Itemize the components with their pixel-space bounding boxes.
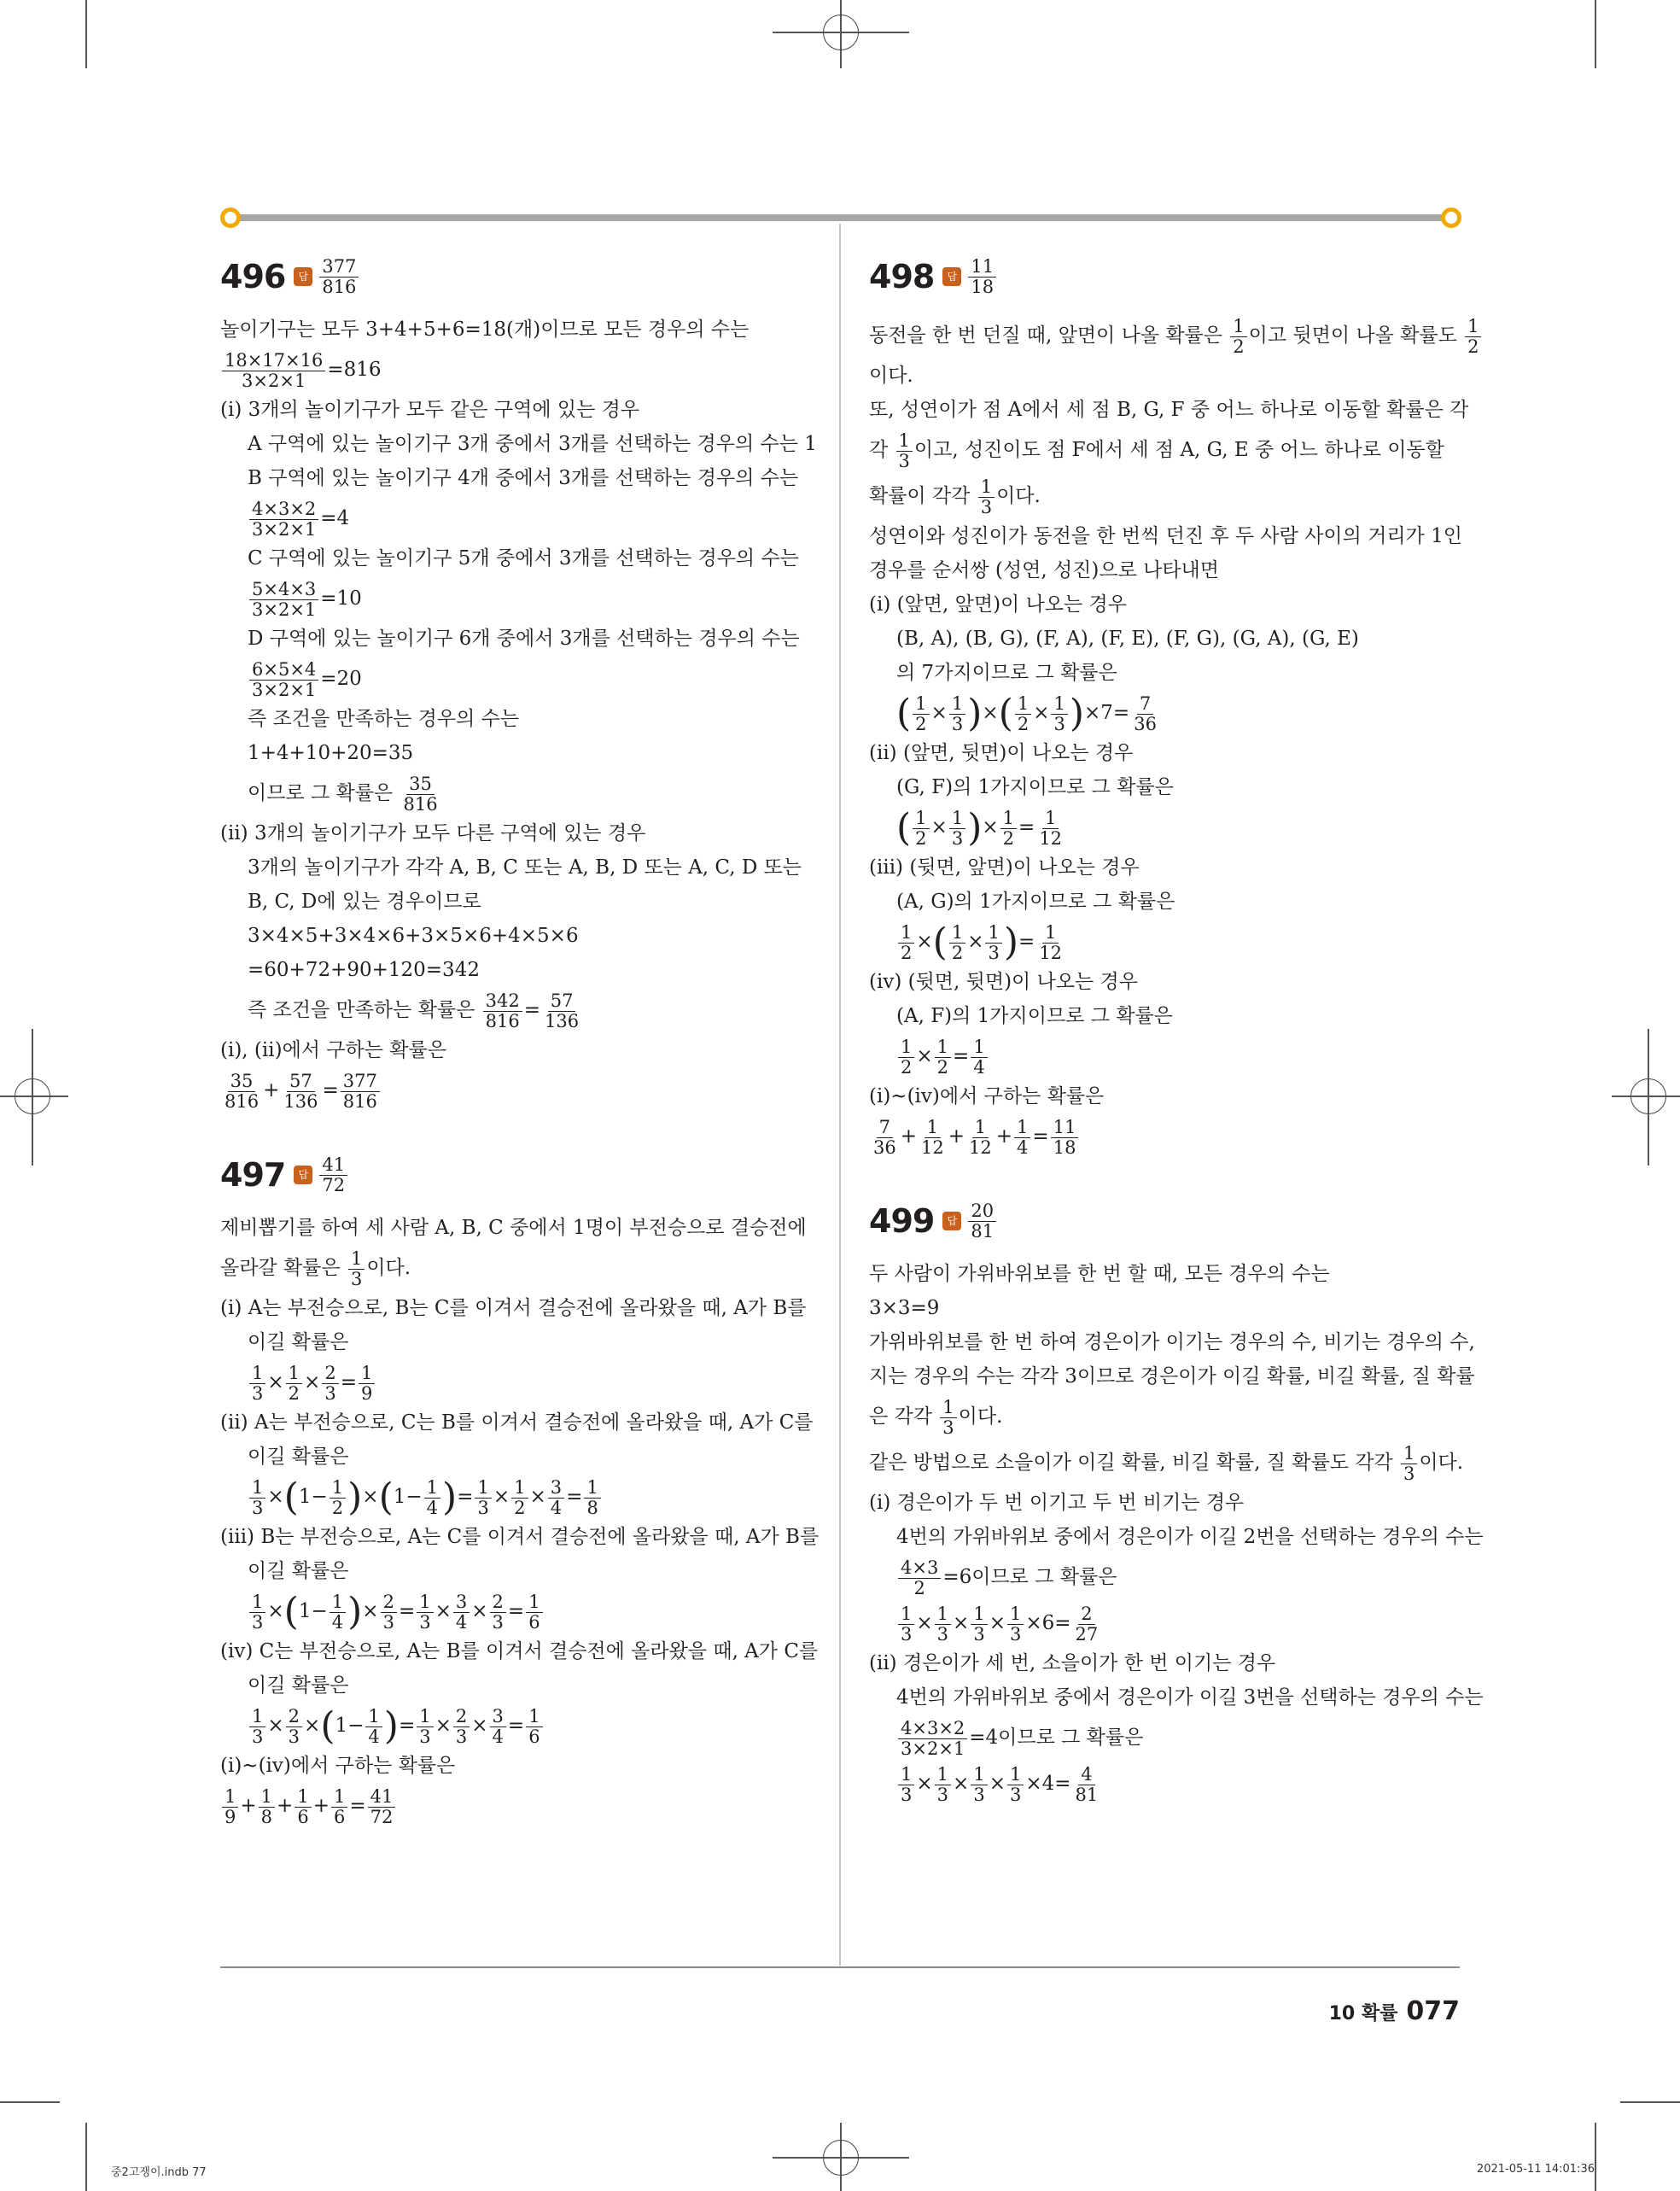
- math-line: 이므로 그 확률은 $\frac{35}{816}$: [248, 773, 438, 815]
- case-heading: (ⅲ) (뒷면, 앞면)이 나오는 경우: [869, 856, 1140, 879]
- case-heading: (ⅰ) 경은이가 두 번 이기고 두 번 비기는 경우: [869, 1492, 1245, 1514]
- problem-number: 496: [220, 258, 286, 295]
- text-line: 성연이와 성진이가 동전을 한 번씩 던진 후 두 사람 사이의 거리가 1인: [869, 525, 1462, 547]
- answer-badge-icon: 답: [294, 267, 312, 286]
- math-line: $\frac{7}{36}$ + $\frac{1}{12}$ + $\frac{1}{12}$ + $\frac{1}{4}$ = $\frac{11}{18}$: [869, 1113, 1460, 1160]
- text-line: 의 7가지이므로 그 확률은: [896, 662, 1117, 684]
- problem-number: 499: [869, 1202, 935, 1240]
- math-line: 1+4+10+20=35: [248, 742, 414, 764]
- text-line: (ⅰ), (ⅱ)에서 구하는 확률은: [220, 1039, 446, 1061]
- text-line: 확률이 각각 $\frac{1}{3}$ 이다.: [869, 476, 1041, 517]
- problem-498-header: [869, 246, 1460, 306]
- text-line: 4번의 가위바위보 중에서 경은이가 이길 2번을 선택하는 경우의 수는: [896, 1526, 1484, 1548]
- text-line: B 구역에 있는 놀이기구 4개 중에서 3개를 선택하는 경우의 수는: [248, 467, 799, 489]
- problem-496-header: [220, 246, 822, 306]
- registration-right-circle: [1630, 1078, 1666, 1114]
- registration-top-circle: [823, 15, 859, 50]
- text-line: 올라갈 확률은 $\frac{1}{3}$ 이다.: [220, 1247, 411, 1289]
- bottom-rule: [220, 1966, 1460, 1968]
- top-rule-right-dot: [1441, 207, 1461, 228]
- answer-badge-icon: 답: [294, 1166, 312, 1184]
- math-line: $\frac{4\times 3\times 2}{3\times 2\times 1}$ =4이므로 그 확률은: [869, 1715, 1460, 1761]
- case-heading: (ⅳ) C는 부전승으로, A는 B를 이겨서 결승전에 올라왔을 때, A가 C를: [220, 1640, 819, 1662]
- print-slug-timestamp: 2021-05-11 ⁠14:01:36: [1476, 2163, 1595, 2176]
- math-line: $\frac{1}{2}$ × $\frac{1}{2}$ = $\frac{1}{4}$: [869, 1033, 1460, 1079]
- text-line: C 구역에 있는 놀이기구 5개 중에서 3개를 선택하는 경우의 수는: [248, 547, 799, 570]
- math-line: =60+72+90+120=342: [248, 959, 480, 981]
- text-line: (A, F)의 1가지이므로 그 확률은: [896, 1005, 1173, 1027]
- text-line: (G, F)의 1가지이므로 그 확률은: [896, 776, 1174, 798]
- answer-fraction: $\frac{41}{72}$: [319, 1155, 347, 1195]
- math-line: 3×3=9: [869, 1297, 940, 1319]
- case-heading: (ⅱ) A는 부전승으로, C는 B를 이겨서 결승전에 올라왔을 때, A가 C를: [220, 1411, 814, 1434]
- text-line: 제비뽑기를 하여 세 사람 A, B, C 중에서 1명이 부전승으로 결승전에: [220, 1217, 807, 1239]
- text-line: D 구역에 있는 놀이기구 6개 중에서 3개를 선택하는 경우의 수는: [248, 628, 800, 650]
- math-line: $\frac{4\times 3\times 2}{3\times 2\times 1}$ =4: [220, 495, 822, 541]
- math-line: $\frac{18\times 17\times 16}{3\times 2\times 1}$ =816: [220, 347, 822, 393]
- math-line: $\frac{1}{3}$ × $\frac{2}{3}$ ×(1− $\frac{1}{4}$ )= $\frac{1}{3}$ × $\frac{2}{3}$ × $\frac{3}{4}$ = $\frac{1}{6}$: [220, 1703, 822, 1749]
- print-slug-file: 중2고쟁이.indb 77: [111, 2166, 207, 2179]
- text-line: 이길 확률은: [248, 1331, 349, 1353]
- text-line: 4번의 가위바위보 중에서 경은이가 이길 3번을 선택하는 경우의 수는: [896, 1686, 1484, 1709]
- problem-499-header: [869, 1190, 1460, 1250]
- crop-mark-bottom-right-v: [1595, 2123, 1596, 2191]
- text-line: 지는 경우의 수는 각각 3이므로 경은이가 이길 확률, 비길 확률, 질 확률: [869, 1365, 1475, 1388]
- answer-fraction: $\frac{20}{81}$: [968, 1201, 996, 1242]
- math-line: $\frac{1}{9}$ + $\frac{1}{8}$ + $\frac{1}{6}$ + $\frac{1}{6}$ = $\frac{41}{72}$: [220, 1783, 822, 1829]
- math-line: $\frac{1}{2}$ ×( $\frac{1}{2}$ × $\frac{1}{3}$ )= $\frac{1}{12}$: [869, 919, 1460, 965]
- answer-fraction: $\frac{377}{816}$: [319, 257, 359, 297]
- crop-mark-bottom-left-h: [0, 2101, 60, 2103]
- top-rule: [230, 214, 1451, 221]
- answer-badge-icon: 답: [942, 267, 961, 286]
- problem-number: 497: [220, 1156, 286, 1194]
- problem-number: 498: [869, 258, 935, 295]
- text-line: 경우를 순서쌍 (성연, 성진)으로 나타내면: [869, 559, 1219, 581]
- math-line: $\frac{1}{3}$ ×(1− $\frac{1}{4}$ )× $\frac{2}{3}$ = $\frac{1}{3}$ × $\frac{3}{4}$ × $\frac{2}{3}$ = $\frac{1}{6}$: [220, 1588, 822, 1634]
- crop-mark-bottom-right-h: [1620, 2101, 1680, 2103]
- text-line: 이다.: [869, 365, 913, 387]
- text-line: B, C, D에 있는 경우이므로: [248, 891, 481, 913]
- text-line: 이길 확률은: [248, 1560, 349, 1582]
- case-heading: (ⅰ) 3개의 놀이기구가 모두 같은 구역에 있는 경우: [220, 399, 640, 421]
- math-line: $\frac{4\times 3}{2}$ =6이므로 그 확률은: [869, 1554, 1460, 1600]
- case-heading: (ⅱ) (앞면, 뒷면)이 나오는 경우: [869, 742, 1134, 764]
- page-number: 077: [1406, 1996, 1460, 2026]
- problem-497-header: [220, 1144, 822, 1204]
- case-heading: (ⅱ) 경은이가 세 번, 소을이가 한 번 이기는 경우: [869, 1652, 1276, 1674]
- case-heading: (ⅲ) B는 부전승으로, A는 C를 이겨서 결승전에 올라왔을 때, A가 B를: [220, 1526, 820, 1548]
- math-line: 즉 조건을 만족하는 확률은 $\frac{342}{816}$ = $\frac{57}{136}$: [248, 990, 580, 1031]
- answer-fraction: $\frac{11}{18}$: [968, 257, 996, 297]
- math-line: $\frac{6\times 5\times 4}{3\times 2\times 1}$ =20: [220, 656, 822, 702]
- case-heading: (ⅰ) (앞면, 앞면)이 나오는 경우: [869, 593, 1127, 616]
- math-line: $\frac{1}{3}$ × $\frac{1}{2}$ × $\frac{2}{3}$ = $\frac{1}{9}$: [220, 1359, 822, 1405]
- text-line: 이길 확률은: [248, 1446, 349, 1468]
- math-line: $\frac{5\times 4\times 3}{3\times 2\times 1}$ =10: [220, 576, 822, 622]
- math-line: $\frac{35}{816}$ + $\frac{57}{136}$ = $\frac{377}{816}$: [220, 1067, 822, 1113]
- text-line: 은 각각 $\frac{1}{3}$ 이다.: [869, 1396, 1003, 1438]
- chapter-label: 10 확률: [1328, 2003, 1398, 2024]
- page-footer: [1329, 1996, 1460, 2026]
- text-line: (ⅰ)~(ⅳ)에서 구하는 확률은: [220, 1755, 456, 1777]
- math-line: 3×4×5+3×4×6+3×5×6+4×5×6: [248, 925, 579, 947]
- text-line: (A, G)의 1가지이므로 그 확률은: [896, 891, 1175, 913]
- text-line: 3개의 놀이기구가 각각 A, B, C 또는 A, B, D 또는 A, C, D 또는: [248, 856, 802, 879]
- text-line: A 구역에 있는 놀이기구 3개 중에서 3개를 선택하는 경우의 수는 1: [248, 433, 817, 455]
- column-divider: [839, 224, 841, 1966]
- case-heading: (ⅱ) 3개의 놀이기구가 모두 다른 구역에 있는 경우: [220, 822, 646, 844]
- left-column: [220, 246, 822, 1829]
- math-line: $\frac{1}{3}$ × $\frac{1}{3}$ × $\frac{1}{3}$ × $\frac{1}{3}$ ×4= $\frac{4}{81}$: [869, 1761, 1460, 1807]
- case-heading: (ⅳ) (뒷면, 뒷면)이 나오는 경우: [869, 971, 1138, 993]
- case-heading: (ⅰ) A는 부전승으로, B는 C를 이겨서 결승전에 올라왔을 때, A가 B를: [220, 1297, 807, 1319]
- text-line: 놀이기구는 모두 3+4+5+6=18(개)이므로 모든 경우의 수는: [220, 318, 750, 341]
- math-line: $\frac{1}{3}$ × $\frac{1}{3}$ × $\frac{1}{3}$ × $\frac{1}{3}$ ×6= $\frac{2}{27}$: [869, 1600, 1460, 1646]
- text-line: 즉 조건을 만족하는 경우의 수는: [248, 708, 520, 730]
- text-line: (B, A), (B, G), (F, A), (F, E), (F, G), (G, A), (G, E): [896, 628, 1359, 650]
- text-line: 동전을 한 번 던질 때, 앞면이 나올 확률은 $\frac{1}{2}$ 이고 뒷면이 나올 확률도 $\frac{1}{2}$: [869, 313, 1460, 359]
- answer-badge-icon: 답: [942, 1212, 961, 1230]
- math-line: ( $\frac{1}{2}$ × $\frac{1}{3}$ )×( $\frac{1}{2}$ × $\frac{1}{3}$ )×7= $\frac{7}{36}$: [896, 692, 1157, 735]
- text-line: 각 $\frac{1}{3}$ 이고, 성진이도 점 F에서 세 점 A, G, E 중 어느 하나로 이동할: [869, 429, 1444, 471]
- registration-left-circle: [15, 1078, 50, 1114]
- text-line: 또, 성연이가 점 A에서 세 점 B, G, F 중 어느 하나로 이동할 확률은 각: [869, 399, 1469, 421]
- text-line: 두 사람이 가위바위보를 한 번 할 때, 모든 경우의 수는: [869, 1263, 1330, 1285]
- text-line: 같은 방법으로 소을이가 이길 확률, 비길 확률, 질 확률도 각각 $\frac{1}{3}$ 이다.: [869, 1442, 1464, 1484]
- crop-mark-top-left: [85, 0, 87, 68]
- math-line: ( $\frac{1}{2}$ × $\frac{1}{3}$ )× $\frac{1}{2}$ = $\frac{1}{12}$: [896, 806, 1063, 850]
- text-line: 이길 확률은: [248, 1674, 349, 1697]
- text-line: 가위바위보를 한 번 하여 경은이가 이기는 경우의 수, 비기는 경우의 수,: [869, 1331, 1475, 1353]
- registration-bottom-circle: [823, 2140, 859, 2176]
- crop-mark-top-right: [1595, 0, 1596, 68]
- math-line: $\frac{1}{3}$ ×(1− $\frac{1}{2}$ )×(1− $\frac{1}{4}$ )= $\frac{1}{3}$ × $\frac{1}{2}$ × $\frac{3}{4}$ = $\frac{1}{8}$: [220, 1474, 822, 1520]
- top-rule-left-dot: [220, 207, 241, 228]
- text-line: (ⅰ)~(ⅳ)에서 구하는 확률은: [869, 1085, 1105, 1107]
- crop-mark-bottom-left-v: [85, 2123, 87, 2191]
- right-column: [869, 246, 1484, 1807]
